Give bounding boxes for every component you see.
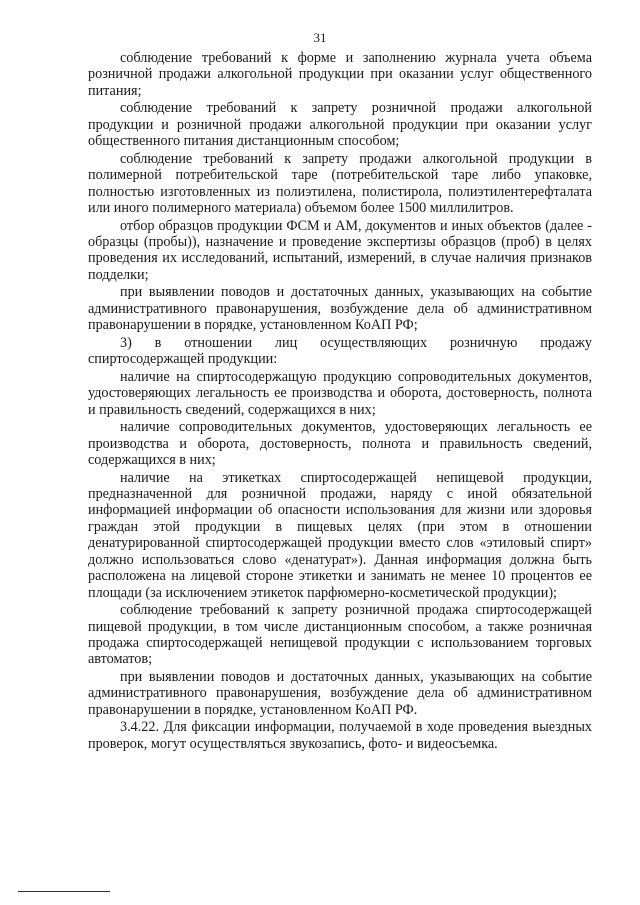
- paragraph-vending-ban: соблюдение требований к запрету розничной продажа спиртосодержащей пищевой продукции, в том числе дистанционным способом, а также розничная продажа спиртосодержащей непищевой продукции с использованием торговых автоматов;: [88, 602, 592, 668]
- paragraph-accompanying-docs: наличие на спиртосодержащую продукцию сопроводительных документов, удостоверяющих легальность ее производства и оборота, достоверность, полнота и правильность сведений, содержащихся в них;: [88, 368, 592, 418]
- document-body: [88, 50, 592, 753]
- paragraph-case-initiation: при выявлении поводов и достаточных данных, указывающих на событие административного правонарушения, возбуждение дела об административном правонарушении в порядке, установленном КоАП РФ;: [88, 284, 592, 334]
- paragraph-remote-sale-ban: соблюдение требований к запрету розничной продажи алкогольной продукции и розничной продажи алкогольной продукции при оказании услуг общественного питания дистанционным способом;: [88, 100, 592, 150]
- paragraph-item-3-heading: 3) в отношении лиц осуществляющих розничную продажу спиртосодержащей продукции:: [88, 334, 592, 368]
- page-number: 31: [313, 30, 327, 45]
- paragraph-sample-selection: отбор образцов продукции ФСМ и АМ, документов и иных объектов (далее - образцы (пробы)), назначение и проведение экспертизы образцов (проб) в целях проведения их исследований, испытаний, измерений, в случае наличия признаков подделки;: [88, 217, 592, 283]
- paragraph-section-3-4-22: 3.4.22. Для фиксации информации, получаемой в ходе проведения выездных проверок, могут осуществляться звукозапись, фото- и видеосъемка.: [88, 719, 592, 752]
- paragraph-journal-requirements: соблюдение требований к форме и заполнению журнала учета объема розничной продажи алкогольной продукции при оказании услуг общественного питания;: [88, 50, 592, 99]
- paragraph-polymer-container-ban: соблюдение требований к запрету продажи алкогольной продукции в полимерной потребительской таре (потребительской таре либо упаковке, полностью изготовленных из полиэтилена, полистирола, полиэтилентерефталата или иного полимерного материала) объемом более 1500 миллилитров.: [88, 150, 592, 217]
- paragraph-label-warning: наличие на этикетках спиртосодержащей непищевой продукции, предназначенной для розничной продажи, наряду с иной обязательной информацией информации об опасности использования для жизни или здоровья граждан этой продукции в пищевых целях (при этом в отношении денатурированной спиртосодержащей продукции вместо слов «этиловый спирт» должно использоваться слово «денатурат»). Данная информация должна быть расположена на лицевой стороне этикетки и занимать не менее 10 процентов ее площади (за исключением этикеток парфюмерно-косметической продукции);: [88, 469, 592, 601]
- footer-divider: [18, 891, 110, 892]
- paragraph-case-initiation-2: при выявлении поводов и достаточных данных, указывающих на событие административного правонарушения, возбуждение дела об административном правонарушении в порядке, установленном КоАП РФ.: [88, 668, 592, 718]
- paragraph-accompanying-docs-presence: наличие сопроводительных документов, удостоверяющих легальность ее производства и оборота, достоверность, полнота и правильность сведений, содержащихся в них;: [88, 419, 592, 469]
